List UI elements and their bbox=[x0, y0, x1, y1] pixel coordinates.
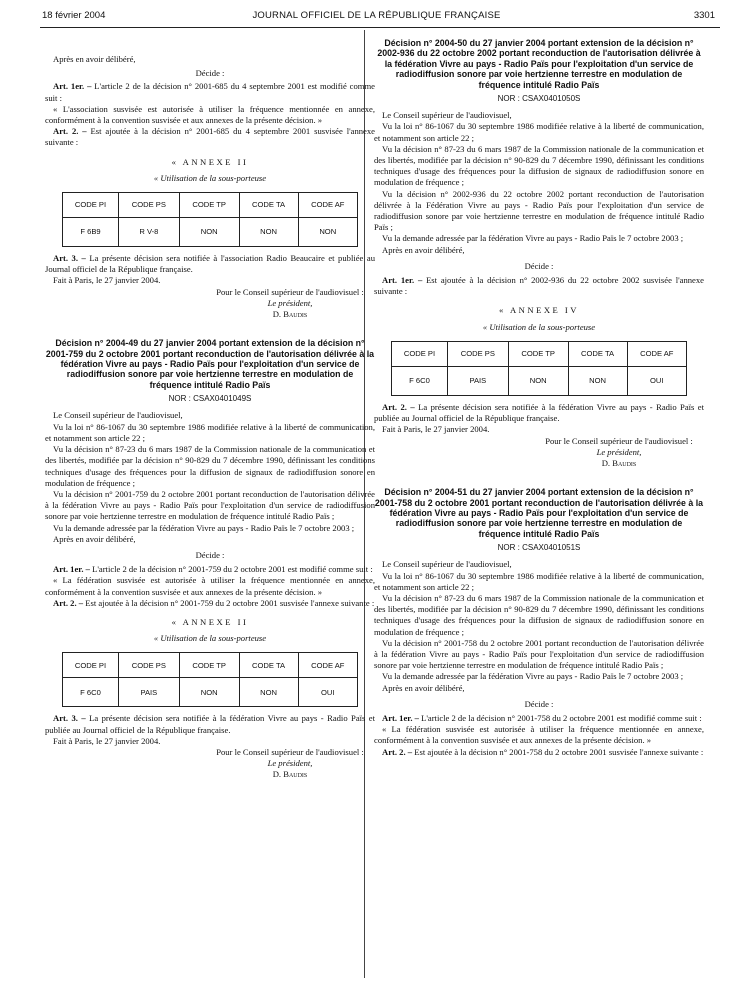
preamble-text: Vu la demande adressée par la fédération Vivre au pays - Radio Païs le 7 octobre 2003 ; bbox=[382, 671, 684, 682]
subcarrier-table bbox=[391, 341, 687, 396]
header-journal-title: JOURNAL OFFICIEL DE LA RÉPUBLIQUE FRANÇAISE bbox=[252, 10, 501, 21]
article-1-quote: « La fédération susvisée est autorisée à utiliser la fréquence mentionnée en annexe, conformément à la convention susvisée et aux annexes de la présente décision. » bbox=[45, 575, 375, 597]
decide-heading: Décide : bbox=[195, 549, 225, 560]
article-1-quote: « L'association susvisée est autorisée à utiliser la fréquence mentionnée en annexe, conformément à la convention susvisée et aux annexes de la présente décision. » bbox=[45, 103, 375, 126]
signature-name: D. Baudis bbox=[272, 769, 308, 780]
article-1-quote: « La fédération susvisée est autorisée à utiliser la fréquence mentionnée en annexe, conformément à la convention susvisée et aux annexes de la présente décision. » bbox=[374, 724, 704, 746]
table-header-row bbox=[63, 653, 358, 678]
table-cell: F 6B9 bbox=[63, 218, 119, 247]
decide-heading: Décide : bbox=[524, 698, 554, 709]
table-row bbox=[63, 218, 358, 247]
table-header-cell: CODE TP bbox=[179, 653, 239, 678]
preamble-text: Après en avoir délibéré, bbox=[382, 682, 465, 693]
signature-role: Le président, bbox=[267, 758, 313, 769]
preamble-text: Vu la décision n° 2002-936 du 22 octobre 2002 portant reconduction de l'autorisation délivrée à la Fédération Vivre au pays - Radio Païs pour l'exploitation d'un service de radiodiffusion sonore par voie hertzienne terrestre en modulation de fréquence intitulé Radio Païs ; bbox=[374, 188, 704, 233]
article-label: Art. 2. – bbox=[53, 126, 87, 137]
article-text: La présente décision sera notifiée à la fédération Vivre au pays - Radio Païs et publiée au Journal officiel de la République française. bbox=[45, 713, 375, 735]
article-text: L'article 2 de la décision n° 2001-758 du 2 octobre 2001 est modifié comme suit : bbox=[421, 712, 702, 723]
preamble-text: Vu la décision n° 87-23 du 6 mars 1987 de la Commission nationale de la communication et des libertés, modifiée par la décision n° 90-829 du 7 décembre 1990, définissant les conditions techniques d'usage des fréquences pour la diffusion de signaux de radiodiffusion sonore en modulation de fréquence ; bbox=[374, 143, 704, 188]
signature-role: Le président, bbox=[267, 297, 313, 308]
article-label: Art. 1er. – bbox=[382, 712, 419, 723]
header-date: 18 février 2004 bbox=[42, 10, 106, 21]
table-cell: F 6C0 bbox=[63, 678, 119, 707]
article-1 bbox=[45, 564, 375, 575]
header-page-number: 3301 bbox=[693, 10, 715, 21]
preamble-text: Après en avoir délibéré, bbox=[382, 244, 465, 255]
left-column bbox=[45, 38, 375, 781]
table-row bbox=[63, 678, 358, 707]
preamble-text: Le Conseil supérieur de l'audiovisuel, bbox=[382, 110, 512, 121]
article-text: L'article 2 de la décision n° 2001-759 du 2 octobre 2001 est modifié comme suit : bbox=[92, 564, 373, 575]
table-cell: PAIS bbox=[118, 678, 179, 707]
table-header-cell: CODE TA bbox=[568, 341, 627, 366]
annexe-heading: « ANNEXE II bbox=[171, 616, 249, 627]
nor-reference: NOR : CSAX0401050S bbox=[497, 94, 581, 104]
annexe-subtitle: « Utilisation de la sous-porteuse bbox=[482, 321, 596, 332]
preamble-text: Vu la loi n° 86-1067 du 30 septembre 1986 modifiée relative à la liberté de communication, et notamment son article 22 ; bbox=[45, 421, 375, 443]
table-header-cell: CODE TA bbox=[239, 653, 298, 678]
article-1 bbox=[374, 275, 704, 297]
article-label: Art. 1er. – bbox=[53, 81, 92, 92]
table-header-cell: CODE TA bbox=[239, 193, 298, 218]
preamble-text: Vu la décision n° 2001-759 du 2 octobre 2001 portant reconduction de l'autorisation délivrée à la fédération Vivre au pays - Radio Païs pour l'exploitation d'un service de radiodiffusion sonore par voie hertzienne terrestre en modulation de fréquence intitulé Radio Païs ; bbox=[45, 488, 375, 522]
preamble-text: Après en avoir délibéré, bbox=[53, 533, 136, 544]
article-label: Art. 2. – bbox=[382, 746, 413, 757]
table-cell: NON bbox=[508, 366, 568, 395]
preamble-text: Vu la décision n° 2001-758 du 2 octobre 2001 portant reconduction de l'autorisation délivrée à la fédération Vivre au pays - Radio Païs pour l'exploitation d'un service de radiodiffusion sonore par voie hertzienne terrestre en modulation de fréquence intitulé Radio Païs ; bbox=[374, 637, 704, 671]
subcarrier-table bbox=[62, 652, 358, 707]
subcarrier-table bbox=[62, 192, 358, 247]
table-cell: R V-8 bbox=[118, 218, 179, 247]
table-cell: NON bbox=[239, 678, 298, 707]
table-header-cell: CODE AF bbox=[298, 653, 357, 678]
preamble-text: Vu la demande adressée par la fédération Vivre au pays - Radio Païs le 7 octobre 2003 ; bbox=[382, 233, 684, 244]
header-rule bbox=[40, 27, 720, 28]
preamble-text: Vu la décision n° 87-23 du 6 mars 1987 de la Commission nationale de la communication et des libertés, modifiée par la décision n° 90-829 du 7 décembre 1990, définissant les conditions techniques d'usage des fréquences pour la diffusion de signaux de radiodiffusion sonore en modulation de fréquence ; bbox=[45, 444, 375, 488]
article-label: Art. 3. – bbox=[53, 713, 86, 724]
decide-heading: Décide : bbox=[524, 260, 554, 271]
article-text: L'article 2 de la décision n° 2001-685 du 4 septembre 2001 est modifié comme suit : bbox=[45, 81, 375, 103]
preamble-text: Vu la loi n° 86-1067 du 30 septembre 1986 modifiée relative à la liberté de communication, et notamment son article 22 ; bbox=[374, 570, 704, 592]
article-text: Est ajoutée à la décision n° 2001-759 du 2 octobre 2001 susvisée l'annexe suivante : bbox=[85, 597, 375, 608]
table-cell: F 6C0 bbox=[392, 366, 448, 395]
nor-reference: NOR : CSAX0401049S bbox=[168, 394, 252, 404]
signature-role: Le président, bbox=[596, 446, 642, 457]
table-header-cell: CODE AF bbox=[298, 193, 357, 218]
preamble-text: Vu la loi n° 86-1067 du 30 septembre 1986 modifiée relative à la liberté de communication, et notamment son article 22 ; bbox=[374, 121, 704, 143]
article-label: Art. 2. – bbox=[382, 401, 415, 412]
table-cell: NON bbox=[179, 218, 239, 247]
table-header-cell: CODE TP bbox=[508, 341, 568, 366]
preamble-text: Vu la décision n° 87-23 du 6 mars 1987 de la Commission nationale de la communication et des libertés, modifiée par la décision n° 90-829 du 7 décembre 1990, définissant les conditions techniques d'usage des fréquences pour la diffusion de signaux de radiodiffusion sonore en modulation de fréquence ; bbox=[374, 592, 704, 637]
preamble-text: Vu la demande adressée par la fédération Vivre au pays - Radio Païs le 7 octobre 2003 ; bbox=[53, 522, 355, 533]
intro-text: Après en avoir délibéré, bbox=[53, 54, 136, 64]
table-header-cell: CODE PI bbox=[63, 653, 119, 678]
table-header-row bbox=[392, 341, 687, 366]
nor-reference: NOR : CSAX0401051S bbox=[497, 543, 581, 553]
article-label: Art. 2. – bbox=[53, 597, 84, 608]
decide-heading: Décide : bbox=[195, 68, 225, 79]
signature-name: D. Baudis bbox=[601, 457, 637, 468]
article-label: Art. 1er. – bbox=[53, 564, 90, 575]
annexe-heading: « ANNEXE IV bbox=[498, 305, 579, 316]
article-3 bbox=[45, 713, 375, 735]
article-text: Est ajoutée à la décision n° 2002-936 du 22 octobre 2002 susvisée l'annexe suivante : bbox=[374, 275, 704, 297]
annexe-heading: « ANNEXE II bbox=[171, 156, 249, 167]
article-1 bbox=[374, 713, 704, 724]
table-cell: NON bbox=[179, 678, 239, 707]
signature-name: D. Baudis bbox=[272, 309, 308, 320]
decision-title: Décision n° 2004-50 du 27 janvier 2004 portant extension de la décision n° 2002-936 du 22 octobre 2002 portant reconduction de l'autorisation délivrée à la fédération Vivre au pays - Radio Païs pour l'exploitation d'un service de radiodiffusion sonore par voie hertzienne terrestre en modulation de fréquence intitulé Radio Païs bbox=[377, 38, 701, 90]
signature-place-date: Fait à Paris, le 27 janvier 2004. bbox=[53, 735, 161, 746]
table-cell: NON bbox=[568, 366, 627, 395]
article-label: Art. 1er. – bbox=[382, 275, 423, 286]
table-header-row bbox=[63, 193, 358, 218]
right-column bbox=[374, 38, 704, 758]
article-text: Est ajoutée à la décision n° 2001-685 du 4 septembre 2001 susvisée l'annexe suivante : bbox=[45, 126, 375, 148]
decision-title: Décision n° 2004-51 du 27 janvier 2004 portant extension de la décision n° 2001-758 du 2 octobre 2001 portant reconduction de l'autorisation délivrée à la fédération Vivre au pays - Radio Païs pour l'exploitation d'un service de radiodiffusion sonore par voie hertzienne terrestre en modulation de fréquence intitulé Radio Païs bbox=[374, 487, 704, 539]
article-3 bbox=[45, 253, 375, 275]
signature-authority: Pour le Conseil supérieur de l'audiovisuel : bbox=[216, 286, 364, 297]
article-2 bbox=[45, 598, 375, 609]
table-header-cell: CODE PI bbox=[392, 341, 448, 366]
table-header-cell: CODE AF bbox=[627, 341, 686, 366]
article-2 bbox=[45, 126, 375, 148]
decision-title: Décision n° 2004-49 du 27 janvier 2004 portant extension de la décision n° 2001-759 du 2 octobre 2001 portant reconduction de l'autorisation délivrée à la fédération Vivre au pays - Radio Païs pour l'exploitation d'un service de radiodiffusion sonore par voie hertzienne terrestre en modulation de fréquence intitulé Radio Païs bbox=[45, 338, 375, 390]
table-cell: NON bbox=[239, 218, 298, 247]
table-header-cell: CODE TP bbox=[179, 193, 239, 218]
article-text: Est ajoutée à la décision n° 2001-758 du 2 octobre 2001 susvisée l'annexe suivante : bbox=[414, 746, 704, 757]
preamble-text: Le Conseil supérieur de l'audiovisuel, bbox=[53, 410, 183, 421]
signature-place-date: Fait à Paris, le 27 janvier 2004. bbox=[53, 275, 161, 286]
article-2 bbox=[374, 747, 704, 758]
table-cell: PAIS bbox=[447, 366, 508, 395]
article-1 bbox=[45, 81, 375, 103]
signature-authority: Pour le Conseil supérieur de l'audiovisuel : bbox=[216, 746, 364, 757]
article-text: La présente décision sera notifiée à la fédération Vivre au pays - Radio Païs et publiée au Journal officiel de la République française. bbox=[374, 401, 704, 424]
table-cell: OUI bbox=[627, 366, 686, 395]
table-header-cell: CODE PS bbox=[447, 341, 508, 366]
table-row bbox=[392, 366, 687, 395]
article-2 bbox=[374, 402, 704, 424]
annexe-subtitle: « Utilisation de la sous-porteuse bbox=[153, 172, 267, 183]
table-cell: OUI bbox=[298, 678, 357, 707]
annexe-subtitle: « Utilisation de la sous-porteuse bbox=[153, 633, 267, 644]
article-label: Art. 3. – bbox=[53, 253, 86, 264]
preamble-text: Le Conseil supérieur de l'audiovisuel, bbox=[382, 559, 512, 570]
page-header bbox=[0, 10, 753, 26]
signature-place-date: Fait à Paris, le 27 janvier 2004. bbox=[382, 424, 490, 435]
table-header-cell: CODE PI bbox=[63, 193, 119, 218]
table-cell: NON bbox=[298, 218, 357, 247]
table-header-cell: CODE PS bbox=[118, 653, 179, 678]
article-text: La présente décision sera notifiée à l'association Radio Beaucaire et publiée au Journal officiel de la République française. bbox=[45, 253, 375, 275]
signature-authority: Pour le Conseil supérieur de l'audiovisuel : bbox=[545, 435, 693, 446]
table-header-cell: CODE PS bbox=[118, 193, 179, 218]
